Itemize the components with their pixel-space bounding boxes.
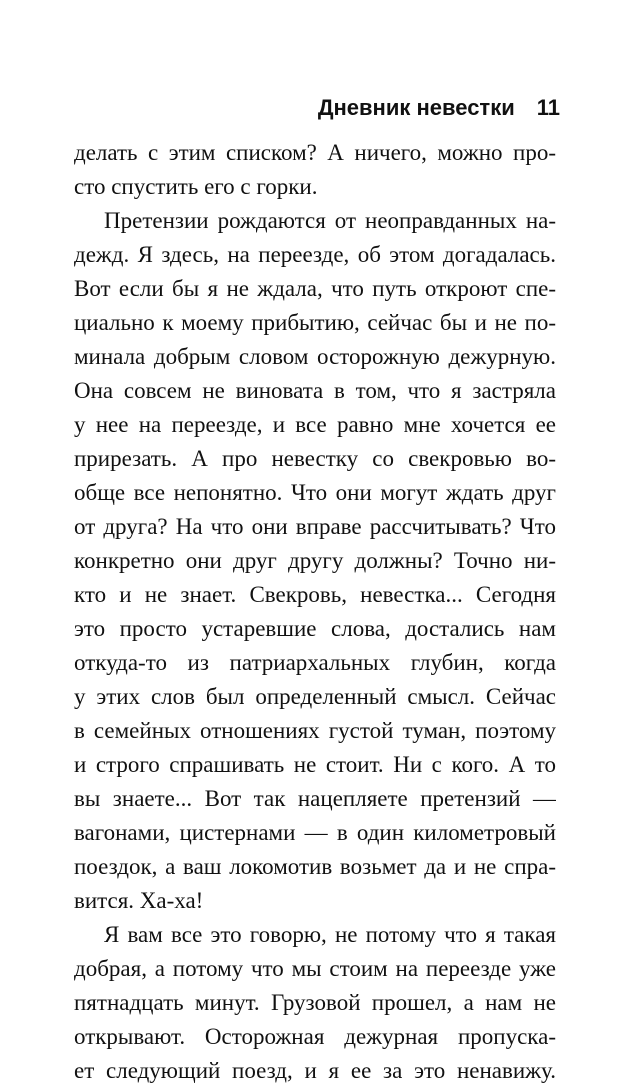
text-line: у этих слов был определенный смысл. Сейчас: [74, 684, 556, 709]
running-header: [318, 95, 560, 121]
text-line: пятнадцать минут. Грузовой прошел, а нам не: [74, 990, 556, 1015]
text-line: ет следующий поезд, и я ее за это ненавижу.: [74, 1058, 556, 1083]
text-line: кто и не знает. Свекровь, невестка... Сегодня: [74, 582, 556, 607]
text-line: делать с этим списком? А ничего, можно про-: [74, 140, 556, 165]
text-line: поездок, а ваш локомотив возьмет да и не спра-: [74, 854, 556, 879]
text-line: минала добрым словом осторожную дежурную.: [74, 344, 556, 369]
text-line: Претензии рождаются от неоправданных на-: [104, 208, 556, 233]
text-line: Она совсем не виновата в том, что я застряла: [74, 378, 556, 403]
text-line: циально к моему прибытию, сейчас бы и не по-: [74, 310, 556, 335]
text-line: открывают. Осторожная дежурная пропуска-: [74, 1024, 556, 1049]
text-line: откуда-то из патриархальных глубин, когда: [74, 650, 556, 675]
text-line: в семейных отношениях густой туман, поэтому: [74, 718, 556, 743]
text-line: дежд. Я здесь, на переезде, об этом догадалась.: [74, 242, 556, 267]
text-line: от друга? На что они вправе рассчитывать? Что: [74, 514, 556, 539]
text-line: обще все непонятно. Что они могут ждать друг: [74, 480, 556, 505]
text-line: это просто устаревшие слова, достались нам: [74, 616, 556, 641]
text-line: у нее на переезде, и все равно мне хочется ее: [74, 412, 556, 437]
text-line: и строго спрашивать не стоит. Ни с кого. А то: [74, 752, 556, 777]
text-line: конкретно они друг другу должны? Точно ни-: [74, 548, 556, 573]
text-line: вы знаете... Вот так нацепляете претензий —: [74, 786, 556, 811]
text-line: сто спустить его с горки.: [74, 174, 318, 199]
text-line: добрая, а потому что мы стоим на переезде уже: [74, 956, 556, 981]
text-line: Вот если бы я не ждала, что путь откроют спе-: [74, 276, 556, 301]
text-line: вагонами, цистернами — в один километровый: [74, 820, 556, 845]
text-line: Я вам все это говорю, не потому что я такая: [104, 922, 556, 947]
book-title: Дневник невестки: [317, 95, 515, 120]
text-line: вится. Ха-ха!: [74, 888, 204, 913]
text-line: прирезать. А про невестку со свекровью во-: [74, 446, 556, 471]
body-text: [74, 136, 556, 1088]
page-number: 11: [536, 95, 560, 120]
